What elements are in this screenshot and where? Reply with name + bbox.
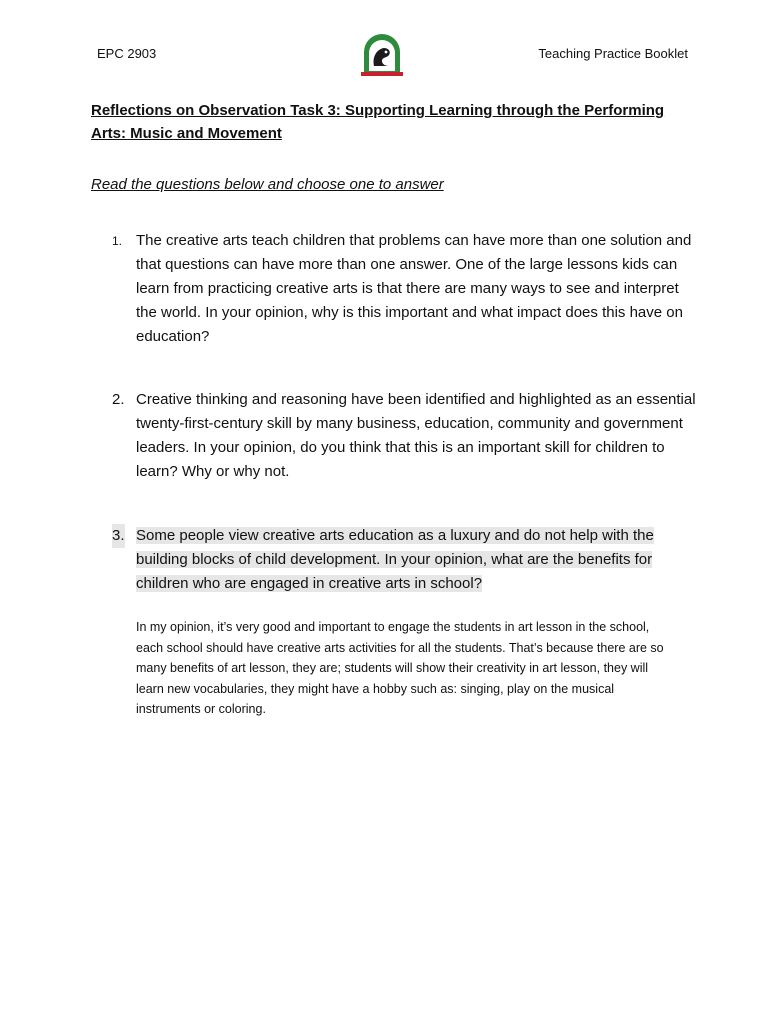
document-title: Teaching Practice Booklet bbox=[538, 46, 688, 61]
question-text bbox=[136, 524, 702, 596]
question-number: 1. bbox=[112, 234, 123, 248]
question-number: 2. bbox=[112, 391, 125, 408]
question-item bbox=[112, 229, 702, 349]
course-code: EPC 2903 bbox=[97, 46, 157, 61]
question-text: The creative arts teach children that problems can have more than one solution and that questions can have more than one answer. One of the large lessons kids can learn from practicing creative arts is that there are many ways to see and interpret the world. In your opinion, why is this important and what impact does this have on education? bbox=[136, 232, 692, 345]
question-text: Creative thinking and reasoning have been identified and highlighted as an essential twenty-first-century skill by many business, education, community and government leaders. In your opinion, do you think that this is an important skill for children to learn? Why or why not. bbox=[136, 391, 696, 480]
question-item-highlighted bbox=[112, 524, 702, 596]
question-number: 3. bbox=[112, 524, 125, 548]
page-title: Reflections on Observation Task 3: Supporting Learning through the Performing Arts: Music and Movement bbox=[91, 102, 665, 142]
crest-graphic bbox=[358, 30, 406, 78]
highlighted-question-text: Some people view creative arts education as a luxury and do not help with the building blocks of child development. In your opinion, what are the benefits for children who are engaged in creative arts in school? bbox=[136, 527, 654, 592]
instructions: Read the questions below and choose one to answer bbox=[91, 176, 444, 193]
question-item bbox=[112, 388, 702, 484]
answer-text: In my opinion, it’s very good and important to engage the students in art lesson in the school, each school should have creative arts activities for all the students. That’s because there are so many benefits of art lesson, they are; students will show their creativity in art lesson, they will learn new vocabularies, they might have a hobby such as: singing, play on the musical instruments or coloring. bbox=[136, 620, 664, 716]
institution-crest-icon bbox=[358, 30, 406, 78]
